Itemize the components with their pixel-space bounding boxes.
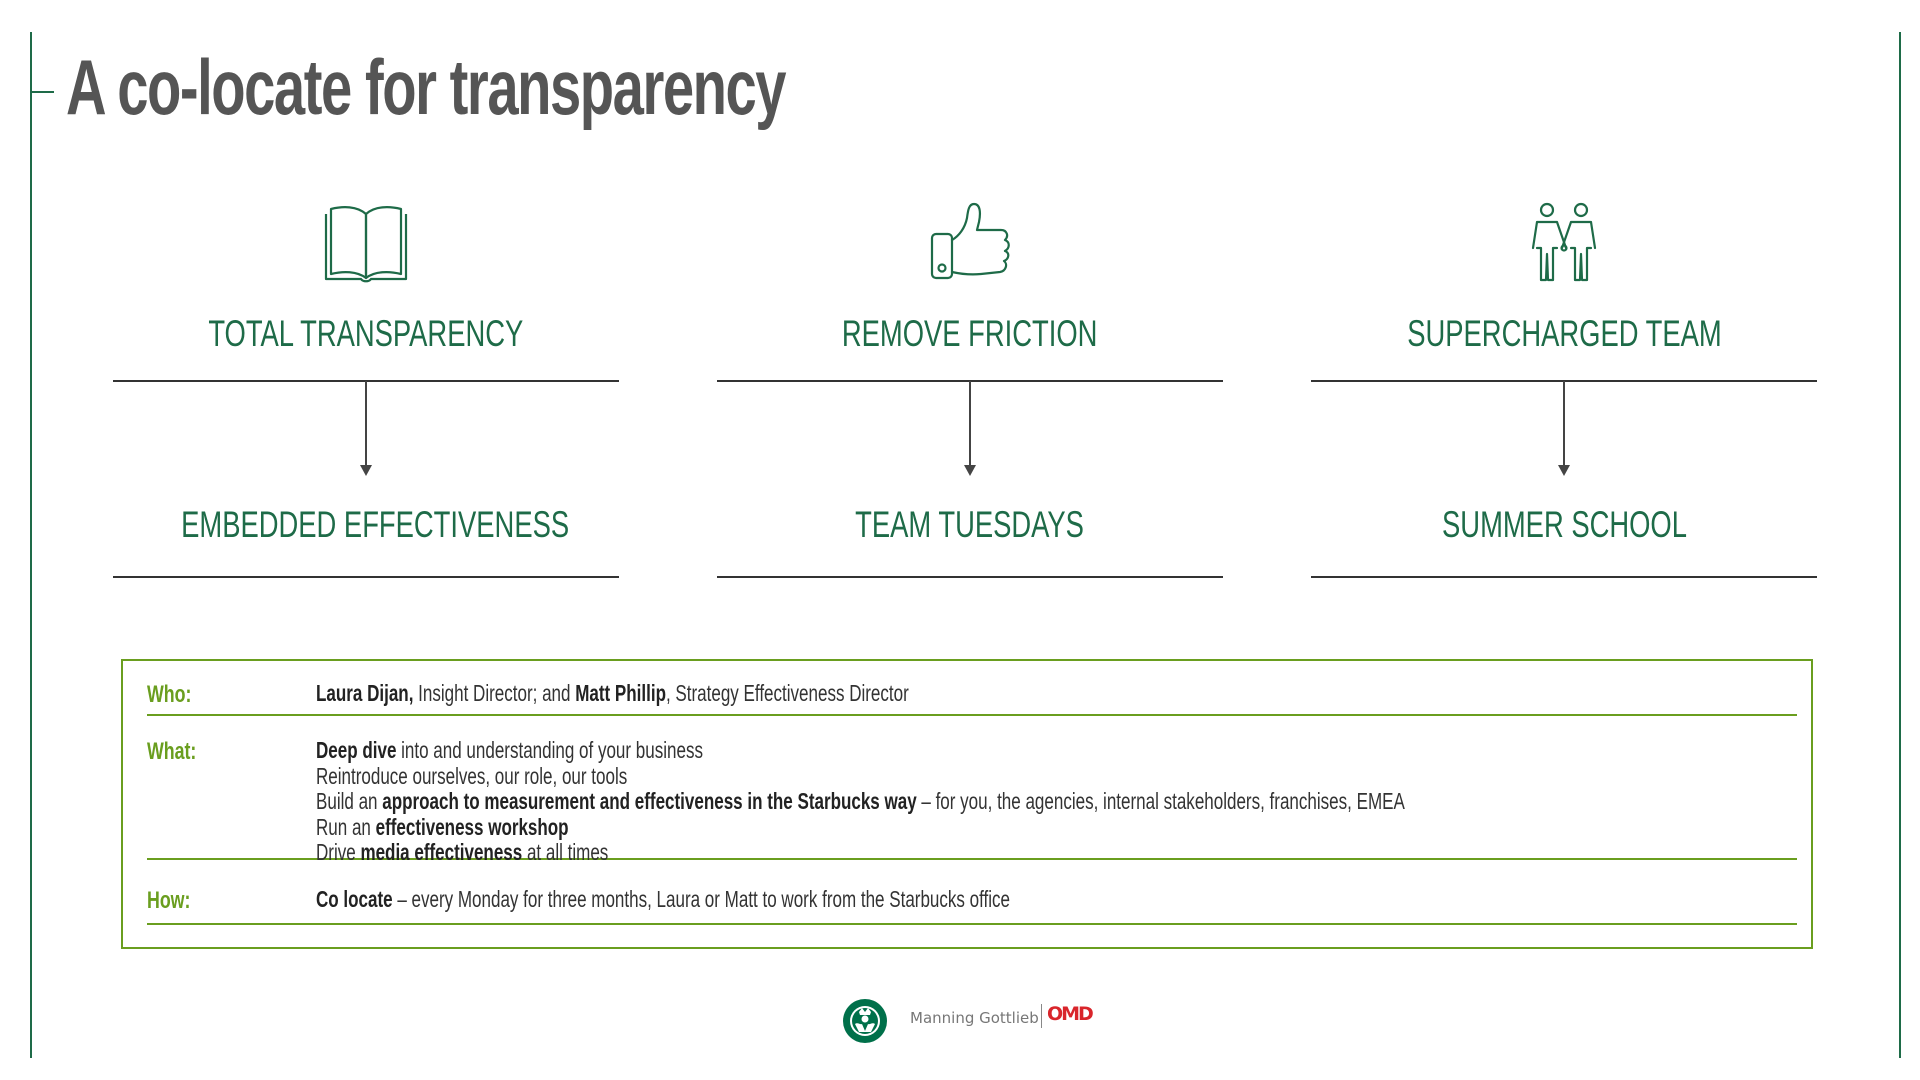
arrow-down-icon xyxy=(358,381,374,477)
pillar-divider xyxy=(113,576,619,578)
how-row xyxy=(147,887,1797,925)
pillar-heading: REMOVE FRICTION xyxy=(842,313,1098,354)
what-label: What: xyxy=(147,738,197,765)
who-label: Who: xyxy=(147,681,192,708)
pillar-outcome: SUMMER SCHOOL xyxy=(1441,504,1687,545)
what-line-3: Build an approach to measurement and effectiveness in the Starbucks way – for you, the agencies, internal stakeholders, franchises, EMEA xyxy=(316,788,1405,814)
pillar-supercharged-team xyxy=(1311,190,1817,590)
who-text: Laura Dijan, Insight Director; and Matt Phillip, Strategy Effectiveness Director xyxy=(316,680,909,706)
footer-logos xyxy=(842,995,1092,1045)
what-line-4: Run an effectiveness workshop xyxy=(316,813,569,840)
how-text: Co locate – every Monday for three months, Laura or Matt to work from the Starbucks office xyxy=(316,886,1011,912)
pillar-heading: TOTAL TRANSPARENCY xyxy=(208,313,524,354)
footer-separator xyxy=(1041,1004,1042,1028)
frame-right-line xyxy=(1899,32,1901,1058)
thumbs-up-icon xyxy=(925,196,1015,286)
what-line-1: Deep dive into and understanding of your business xyxy=(316,737,703,763)
who-row xyxy=(147,681,1797,716)
what-line-2: Reintroduce ourselves, our role, our tools xyxy=(316,762,628,789)
pillar-heading: SUPERCHARGED TEAM xyxy=(1406,313,1722,354)
starbucks-siren-logo xyxy=(842,998,888,1044)
pillar-outcome: EMBEDDED EFFECTIVENESS xyxy=(181,504,570,545)
what-row xyxy=(147,737,1797,865)
pillar-outcome: TEAM TUESDAYS xyxy=(855,504,1085,545)
pillar-divider xyxy=(717,576,1223,578)
pillar-total-transparency xyxy=(113,190,619,590)
page-title: A co-locate for transparency xyxy=(66,43,786,131)
frame-left-line xyxy=(30,32,32,1058)
pillar-remove-friction xyxy=(717,190,1223,590)
what-line-5: Drive media effectiveness at all times xyxy=(316,839,609,865)
details-box xyxy=(121,659,1813,949)
arrow-down-icon xyxy=(1556,381,1572,477)
title-marker xyxy=(30,91,54,93)
agency-name: Manning Gottlieb xyxy=(910,1009,1039,1027)
pillar-divider xyxy=(1311,576,1817,578)
how-label: How: xyxy=(147,887,191,914)
two-people-holding-hands-icon xyxy=(1519,196,1609,286)
arrow-down-icon xyxy=(962,381,978,477)
omd-logo: OMD xyxy=(1047,1003,1092,1025)
open-book-icon xyxy=(321,196,411,286)
